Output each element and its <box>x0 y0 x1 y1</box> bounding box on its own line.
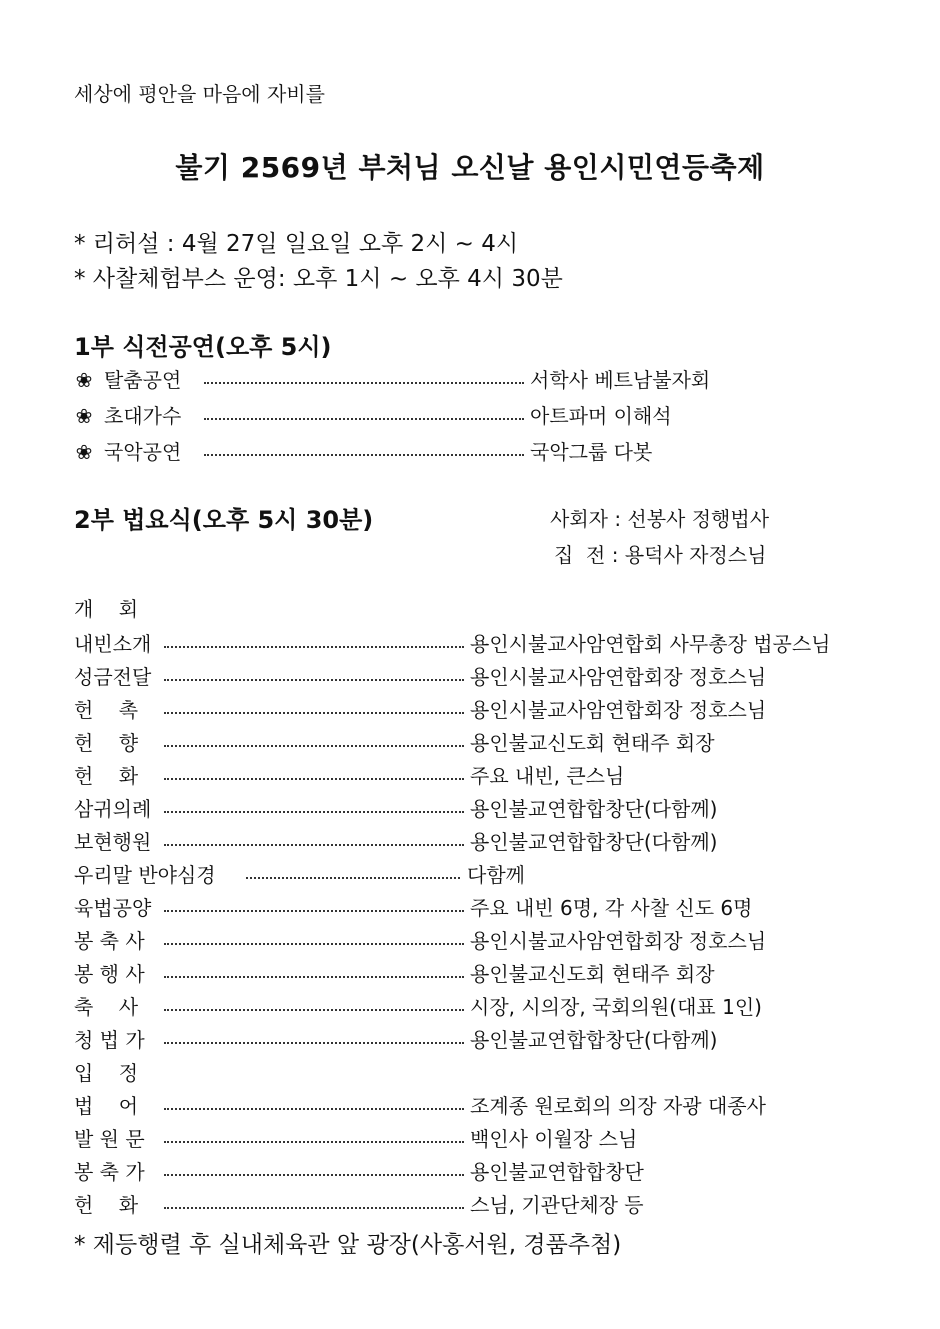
item-value: 스님, 기관단체장 등 <box>470 1193 644 1217</box>
part1-heading: 1부 식전공연(오후 5시) <box>74 333 332 361</box>
item-label: 봉 축 사 <box>74 929 145 953</box>
item-label: 청 법 가 <box>74 1028 145 1052</box>
item-value: 시장, 시의장, 국회의원(대표 1인) <box>470 995 762 1019</box>
item-value: 용인불교연합합창단(다함께) <box>470 830 718 854</box>
item-value: 용인시불교사암연합회장 정호스님 <box>470 698 767 722</box>
item-label: 헌 촉 <box>74 698 139 722</box>
program-row <box>74 860 874 890</box>
program-row <box>74 1025 874 1055</box>
program-row <box>74 992 874 1022</box>
item-value: 백인사 이월장 스님 <box>470 1127 638 1151</box>
item-value: 용인시불교사암연합회 사무총장 법공스님 <box>470 632 831 656</box>
part2-heading: 2부 법요식(오후 5시 30분) <box>74 506 374 534</box>
program-row <box>74 1190 874 1220</box>
program-row <box>74 827 874 857</box>
item-label: 탈춤공연 <box>104 368 182 392</box>
leader-dots <box>164 1207 464 1209</box>
assistant-label: 집 전 <box>554 543 606 567</box>
footer-note: * 제등행렬 후 실내체육관 앞 광장(사홍서원, 경품추첨) <box>74 1232 622 1258</box>
program-row <box>74 893 874 923</box>
leader-dots <box>164 811 464 813</box>
leader-dots <box>204 382 524 384</box>
leader-dots <box>204 454 524 456</box>
program-row <box>74 1091 874 1121</box>
item-label: 발 원 문 <box>74 1127 145 1151</box>
item-value: 용인불교신도회 현태주 회장 <box>470 731 715 755</box>
leader-dots <box>164 1141 464 1143</box>
leader-dots <box>204 418 524 420</box>
part1-item <box>74 401 774 431</box>
program-row <box>74 959 874 989</box>
program-row <box>74 662 874 692</box>
item-label: 육법공양 <box>74 896 152 920</box>
item-value: 용인시불교사암연합회장 정호스님 <box>470 665 767 689</box>
flower-icon: ❀ <box>75 404 93 428</box>
item-label: 초대가수 <box>104 404 182 428</box>
item-value: 서학사 베트남불자회 <box>530 368 711 392</box>
item-label: 헌 화 <box>74 764 139 788</box>
program-row <box>74 594 874 624</box>
program-row <box>74 1058 874 1088</box>
item-label: 헌 향 <box>74 731 139 755</box>
part1-item <box>74 365 774 395</box>
note-rehearsal: * 리허설 : 4월 27일 일요일 오후 2시 ~ 4시 <box>74 231 519 257</box>
leader-dots <box>164 910 464 912</box>
leader-dots <box>164 1174 464 1176</box>
item-label: 축 사 <box>74 995 139 1019</box>
flower-icon: ❀ <box>75 440 93 464</box>
leader-dots <box>164 1009 464 1011</box>
leader-dots <box>164 778 464 780</box>
leader-dots <box>164 976 464 978</box>
leader-dots <box>164 679 464 681</box>
item-value: 용인시불교사암연합회장 정호스님 <box>470 929 767 953</box>
leader-dots <box>164 943 464 945</box>
program-row <box>74 1157 874 1187</box>
item-value: 다함께 <box>467 863 525 887</box>
item-label: 봉 축 가 <box>74 1160 145 1184</box>
leader-dots <box>164 745 464 747</box>
item-label: 성금전달 <box>74 665 152 689</box>
item-value: 아트파머 이해석 <box>530 404 672 428</box>
program-row <box>74 794 874 824</box>
item-label: 법 어 <box>74 1094 139 1118</box>
leader-dots <box>164 712 464 714</box>
host-line: 사회자 : 선봉사 정행법사 <box>550 507 770 531</box>
program-row <box>74 1124 874 1154</box>
part1-item <box>74 437 774 467</box>
program-row <box>74 629 874 659</box>
item-label: 국악공연 <box>104 440 182 464</box>
page-title: 불기 2569년 부처님 오신날 용인시민연등축제 <box>175 151 765 184</box>
leader-dots <box>164 646 464 648</box>
item-label: 삼귀의례 <box>74 797 152 821</box>
item-label: 우리말 반야심경 <box>74 863 216 887</box>
item-value: 주요 내빈, 큰스님 <box>470 764 625 788</box>
item-label: 보현행원 <box>74 830 152 854</box>
item-label: 봉 행 사 <box>74 962 145 986</box>
program-row <box>74 728 874 758</box>
program-row <box>74 695 874 725</box>
flower-icon: ❀ <box>75 368 93 392</box>
program-row <box>74 926 874 956</box>
leader-dots <box>164 1042 464 1044</box>
note-booth: * 사찰체험부스 운영: 오후 1시 ~ 오후 4시 30분 <box>74 266 563 292</box>
subtitle: 세상에 평안을 마음에 자비를 <box>74 82 325 106</box>
item-value: 국악그룹 다봇 <box>530 440 653 464</box>
assistant-value: : 용덕사 자정스님 <box>611 543 767 567</box>
item-value: 용인불교연합합창단(다함께) <box>470 1028 718 1052</box>
leader-dots <box>164 844 464 846</box>
item-value: 주요 내빈 6명, 각 사찰 신도 6명 <box>470 896 753 920</box>
item-label: 개 회 <box>74 597 139 621</box>
leader-dots <box>164 1108 464 1110</box>
item-label: 입 정 <box>74 1061 139 1085</box>
item-value: 용인불교신도회 현태주 회장 <box>470 962 715 986</box>
leader-dots <box>246 877 460 879</box>
assistant-line <box>554 539 766 568</box>
item-value: 용인불교연합합창단(다함께) <box>470 797 718 821</box>
item-value: 조계종 원로회의 의장 자광 대종사 <box>470 1094 766 1118</box>
program-row <box>74 761 874 791</box>
item-label: 헌 화 <box>74 1193 139 1217</box>
item-label: 내빈소개 <box>74 632 152 656</box>
item-value: 용인불교연합합창단 <box>470 1160 644 1184</box>
